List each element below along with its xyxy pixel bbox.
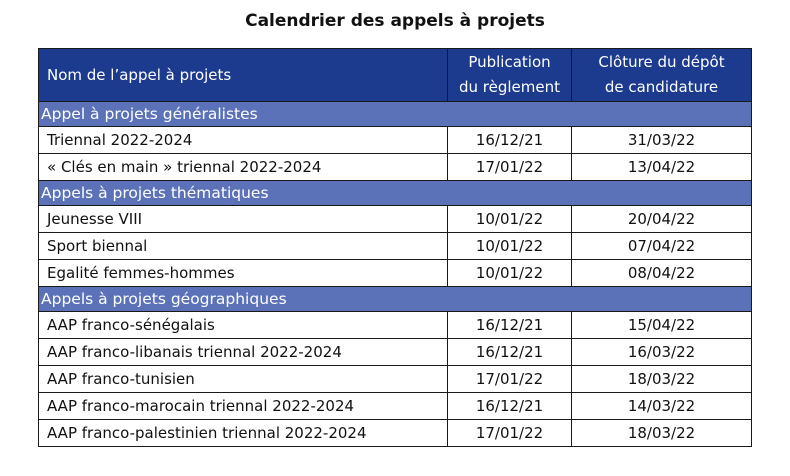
- closing-date-cell: 18/03/22: [572, 420, 752, 447]
- table-body: [39, 102, 752, 447]
- table-row: [39, 393, 752, 420]
- table-row: [39, 312, 752, 339]
- publication-date-cell: 16/12/21: [448, 312, 572, 339]
- page-title: Calendrier des appels à projets: [245, 11, 545, 31]
- publication-date-cell: 17/01/22: [448, 154, 572, 181]
- table-row: [39, 366, 752, 393]
- column-header-closing-line1: Clôture du dépôt: [598, 53, 725, 71]
- column-header-closing-line2: de candidature: [604, 78, 719, 96]
- table-row: [39, 339, 752, 366]
- project-name-cell: AAP franco-marocain triennal 2022-2024: [39, 393, 448, 420]
- closing-date-cell: 08/04/22: [572, 260, 752, 287]
- closing-date-cell: 07/04/22: [572, 233, 752, 260]
- publication-date-cell: 10/01/22: [448, 206, 572, 233]
- table-header: [39, 49, 752, 102]
- project-name-cell: AAP franco-libanais triennal 2022-2024: [39, 339, 448, 366]
- publication-date-cell: 16/12/21: [448, 127, 572, 154]
- column-header-publication-line1: Publication: [468, 53, 551, 71]
- column-header-closing: [572, 49, 752, 102]
- section-title: Appel à projets généralistes: [39, 102, 752, 127]
- section-row: [39, 287, 752, 312]
- closing-date-cell: 20/04/22: [572, 206, 752, 233]
- project-name-cell: AAP franco-tunisien: [39, 366, 448, 393]
- closing-date-cell: 14/03/22: [572, 393, 752, 420]
- column-header-name: Nom de l’appel à projets: [39, 49, 448, 102]
- publication-date-cell: 16/12/21: [448, 339, 572, 366]
- column-header-publication-line2: du règlement: [458, 78, 560, 96]
- project-name-cell: « Clés en main » triennal 2022-2024: [39, 154, 448, 181]
- calendar-table: [38, 48, 752, 447]
- project-name-cell: Sport biennal: [39, 233, 448, 260]
- table-row: [39, 154, 752, 181]
- section-title: Appels à projets géographiques: [39, 287, 752, 312]
- publication-date-cell: 16/12/21: [448, 393, 572, 420]
- project-name-cell: Jeunesse VIII: [39, 206, 448, 233]
- section-row: [39, 102, 752, 127]
- publication-date-cell: 10/01/22: [448, 260, 572, 287]
- project-name-cell: AAP franco-palestinien triennal 2022-2024: [39, 420, 448, 447]
- header-row: [39, 49, 752, 102]
- project-name-cell: AAP franco-sénégalais: [39, 312, 448, 339]
- publication-date-cell: 10/01/22: [448, 233, 572, 260]
- project-name-cell: Egalité femmes-hommes: [39, 260, 448, 287]
- column-header-publication: [448, 49, 572, 102]
- section-title: Appels à projets thématiques: [39, 181, 752, 206]
- table-row: [39, 420, 752, 447]
- closing-date-cell: 13/04/22: [572, 154, 752, 181]
- project-name-cell: Triennal 2022-2024: [39, 127, 448, 154]
- closing-date-cell: 18/03/22: [572, 366, 752, 393]
- publication-date-cell: 17/01/22: [448, 420, 572, 447]
- closing-date-cell: 16/03/22: [572, 339, 752, 366]
- publication-date-cell: 17/01/22: [448, 366, 572, 393]
- section-row: [39, 181, 752, 206]
- table-row: [39, 206, 752, 233]
- closing-date-cell: 31/03/22: [572, 127, 752, 154]
- table-row: [39, 260, 752, 287]
- table-row: [39, 233, 752, 260]
- table-row: [39, 127, 752, 154]
- closing-date-cell: 15/04/22: [572, 312, 752, 339]
